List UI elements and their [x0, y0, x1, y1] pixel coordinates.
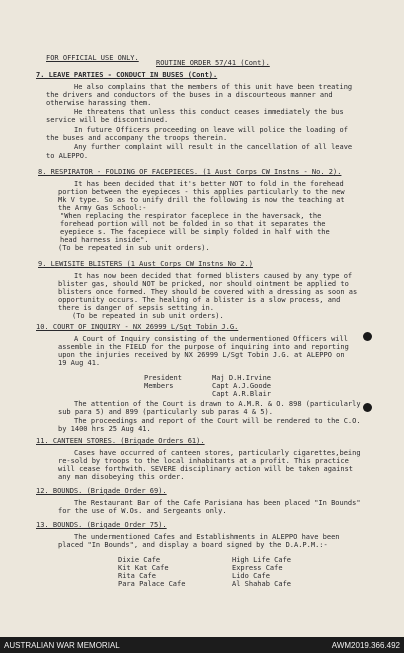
section-7-line: to ALEPPO.	[46, 152, 89, 160]
section-13-line: placed "In Bounds", and display a board signed by the D.A.P.M.:-	[58, 541, 328, 549]
section-12-line: The Restaurant Bar of the Cafe Parisiana has been placed "In Bounds"	[74, 499, 361, 507]
section-12-heading: 12. BOUNDS. (Brigade Order 69).	[36, 487, 167, 495]
section-8-heading: 8. RESPIRATOR - FOLDING OF FACEPIECES. (1 Aust Corps CW Instns - No. 2).	[38, 168, 342, 176]
cafe-name: Al Shahab Cafe	[232, 580, 292, 588]
section-13-heading: 13. BOUNDS. (Brigade Order 75).	[36, 521, 167, 529]
section-9-line: (To be repeated in sub unit orders).	[72, 312, 224, 320]
section-8-line: portion between the eyepieces - this applies particularly to the new	[58, 188, 345, 196]
section-7-heading: 7. LEAVE PARTIES - CONDUCT IN BUSES (Cont).	[36, 71, 218, 79]
member-name: Capt A.R.Blair	[212, 390, 272, 398]
section-8-line: (To be repeated in sub unit orders).	[58, 244, 210, 252]
section-10-line: 19 Aug 41.	[58, 359, 101, 367]
section-9-line: opportunity occurs. The healing of a blister is a slow process, and	[58, 296, 341, 304]
section-9-line: there is danger of sepsis setting in.	[58, 304, 214, 312]
section-10-line: A Court of Inquiry consisting of the undermentioned Officers will	[74, 335, 348, 343]
punch-hole	[363, 403, 372, 412]
punch-hole	[363, 332, 372, 341]
section-10-line: The proceedings and report of the Court will be rendered to the C.O.	[74, 417, 361, 425]
cafe-name: Lido Cafe	[232, 572, 270, 580]
section-7-line: In future Officers proceeding on leave will police the loading of	[74, 126, 348, 134]
official-use-label: FOR OFFICIAL USE ONLY.	[46, 54, 139, 62]
section-8-line: the Army Gas School:-	[58, 204, 147, 212]
footer-institution: AUSTRALIAN WAR MEMORIAL	[4, 641, 120, 650]
member-name: Maj D.H.Irvine	[212, 374, 272, 382]
cafe-name: Dixie Cafe	[118, 556, 161, 564]
section-12-line: for the use of W.Os. and Sergeants only.	[58, 507, 227, 515]
section-7-line: Any further complaint will result in the cancellation of all leave	[74, 143, 353, 151]
cafe-name: Express Cafe	[232, 564, 283, 572]
section-7-line: He threatens that unless this conduct ceases immediately the bus	[74, 108, 344, 116]
routine-order-title: ROUTINE ORDER 57/41 (Cont).	[156, 59, 270, 67]
section-11-heading: 11. CANTEEN STORES. (Brigade Orders 61).	[36, 437, 205, 445]
section-11-line: re-sold by troops to the local inhabitants at a profit. This practice	[58, 457, 349, 465]
section-8-line: eyepiece s. The facepiece will be simply folded in half with the	[60, 228, 330, 236]
section-9-line: blister gas, should NOT be pricked, nor should ointment be applied to	[58, 280, 349, 288]
section-7-line: the drivers and conductors of the buses in a discourteous manner and	[46, 91, 333, 99]
section-8-line: "When replacing the respirator faceplece in the haversack, the	[60, 212, 322, 220]
section-9-heading: 9. LEWISITE BLISTERS (1 Aust Corps CW Instns No 2.)	[38, 260, 253, 268]
section-8-line: It has been decided that it's better NOT to fold in the forehead	[74, 180, 344, 188]
footer-accession-number: AWM2019.366.492	[331, 641, 400, 650]
cafe-name: Rita Cafe	[118, 572, 156, 580]
section-8-line: Mk V type. So as to unify drill the following is now the teaching at	[58, 196, 345, 204]
section-7-line: He also complains that the members of this unit have been treating	[74, 83, 353, 91]
section-11-line: will cease forthwith. SEVERE disciplinary action will be taken against	[58, 465, 354, 473]
section-7-line: service will be discontinued.	[46, 116, 169, 124]
section-10-line: by 1400 hrs 25 Aug 41.	[58, 425, 151, 433]
section-9-line: blisters once formed. They should be covered with a dressing as soon as	[58, 288, 358, 296]
section-11-line: any man disobeying this order.	[58, 473, 185, 481]
section-8-line: head harness inside".	[60, 236, 149, 244]
footer-bar	[0, 637, 404, 653]
section-10-line: The attention of the Court is drawn to A.M.R. & O. 898 (particularly	[74, 400, 361, 408]
section-7-line: otherwise harassing them.	[46, 99, 152, 107]
section-9-line: It has now been decided that formed blisters caused by any type of	[74, 272, 353, 280]
cafe-name: Kit Kat Cafe	[118, 564, 169, 572]
member-role: President	[144, 374, 182, 382]
section-10-heading: 10. COURT OF INQUIRY - NX 26999 L/Sgt Tobin J.G.	[36, 323, 239, 331]
section-10-line: sub para 5) and 899 (particularly sub paras 4 & 5).	[58, 408, 273, 416]
section-8-line: forehead portion will not be folded in so that it separates the	[60, 220, 326, 228]
member-role: Members	[144, 382, 174, 390]
section-10-line: assemble in the FIELD for the purpose of inquiring into and reporting	[58, 343, 349, 351]
cafe-name: Para Palace Cafe	[118, 580, 186, 588]
section-13-line: The undermentioned Cafes and Establishments in ALEPPO have been	[74, 533, 340, 541]
cafe-name: High Life Cafe	[232, 556, 292, 564]
member-name: Capt A.J.Goode	[212, 382, 272, 390]
section-11-line: Cases have occurred of canteen stores, particularly cigarettes,being	[74, 449, 361, 457]
section-7-line: the buses and accompany the troops therein.	[46, 134, 228, 142]
section-10-line: upon the injuries received by NX 26999 L/Sgt Tobin J.G. at ALEPPO on	[58, 351, 345, 359]
